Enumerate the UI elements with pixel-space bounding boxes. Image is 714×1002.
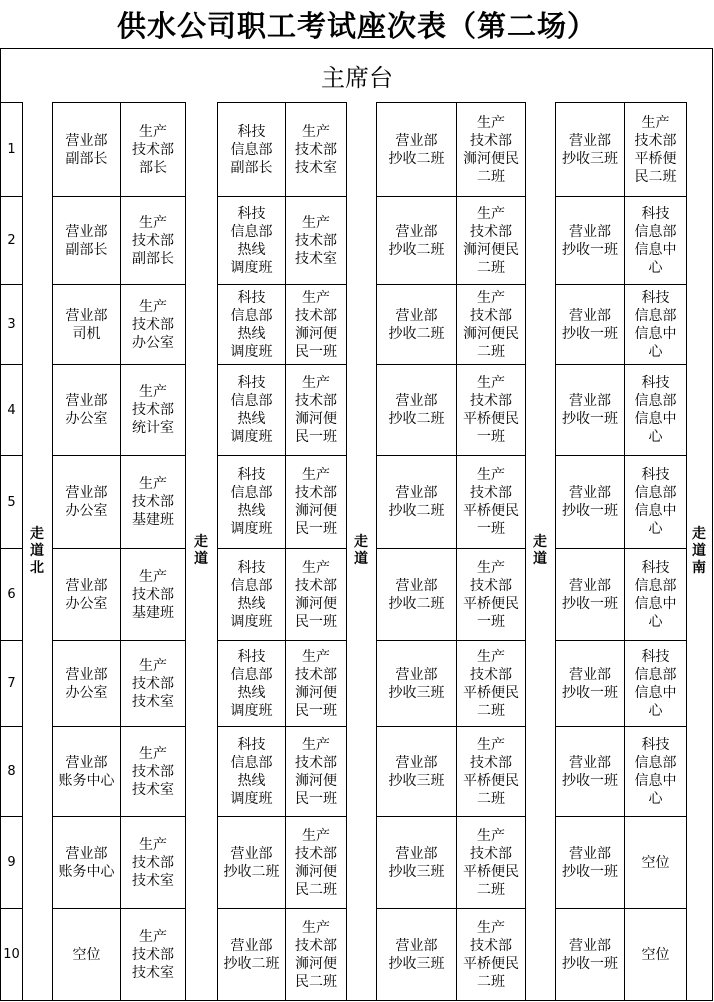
seat-cell: 营业部 副部长 <box>52 196 121 285</box>
seat-cell: 生产 技术部 平桥便民 二班 <box>456 640 526 727</box>
row-number: 6 <box>0 548 23 641</box>
seat-cell: 科技 信息部 信息中 心 <box>624 726 687 817</box>
seat-cell: 科技 信息部 信息中 心 <box>624 196 687 285</box>
aisle-middle-3: 走 道 <box>533 534 547 567</box>
aisle-middle-1: 走 道 <box>194 534 208 567</box>
seat-cell: 科技 信息部 信息中 心 <box>624 455 687 549</box>
row-number: 7 <box>0 640 23 727</box>
seat-cell: 营业部 司机 <box>52 284 121 365</box>
row-number: 8 <box>0 726 23 817</box>
seat-cell: 生产 技术部 浉河便民 二班 <box>456 102 526 197</box>
stage-label: 主席台 <box>321 63 393 92</box>
aisle-middle-2: 走 道 <box>354 534 368 567</box>
row-number: 10 <box>0 908 23 1001</box>
seat-cell: 生产 技术部 平桥便民 二班 <box>456 816 526 909</box>
seat-cell: 生产 技术部 浉河便 民一班 <box>285 548 347 641</box>
seat-cell: 科技 信息部 信息中 心 <box>624 284 687 365</box>
seat-cell: 科技 信息部 热线 调度班 <box>217 640 286 727</box>
aisle-north: 走 道 北 <box>30 525 44 576</box>
seat-cell: 营业部 办公室 <box>52 548 121 641</box>
seat-cell: 科技 信息部 热线 调度班 <box>217 455 286 549</box>
seat-cell: 生产 技术部 平桥便 民二班 <box>624 102 687 197</box>
row-number: 5 <box>0 455 23 549</box>
seat-cell: 生产 技术部 平桥便民 二班 <box>456 726 526 817</box>
seat-cell: 生产 技术部 统计室 <box>120 364 186 456</box>
seat-cell: 营业部 抄收一班 <box>555 455 625 549</box>
seat-cell: 营业部 抄收一班 <box>555 196 625 285</box>
seat-cell: 营业部 办公室 <box>52 455 121 549</box>
seat-cell: 科技 信息部 信息中 心 <box>624 640 687 727</box>
seat-cell: 生产 技术部 技术室 <box>120 816 186 909</box>
seat-cell: 营业部 抄收二班 <box>376 548 457 641</box>
seat-cell: 营业部 抄收二班 <box>376 364 457 456</box>
seat-cell: 生产 技术部 浉河便 民一班 <box>285 455 347 549</box>
seat-cell: 营业部 抄收三班 <box>376 816 457 909</box>
seat-cell: 生产 技术部 平桥便民 一班 <box>456 364 526 456</box>
seat-cell: 生产 技术部 技术室 <box>120 908 186 1001</box>
seat-cell: 生产 技术部 技术室 <box>120 726 186 817</box>
seat-cell: 生产 技术部 浉河便 民二班 <box>285 816 347 909</box>
seat-cell: 营业部 抄收一班 <box>555 548 625 641</box>
seat-cell: 营业部 抄收二班 <box>376 284 457 365</box>
seat-cell: 生产 技术部 平桥便民 二班 <box>456 908 526 1001</box>
seat-cell: 生产 技术部 副部长 <box>120 196 186 285</box>
seat-cell: 生产 技术部 办公室 <box>120 284 186 365</box>
seat-cell: 营业部 抄收一班 <box>555 640 625 727</box>
row-number: 4 <box>0 364 23 456</box>
seat-cell: 生产 技术部 浉河便民 二班 <box>456 284 526 365</box>
row-number: 1 <box>0 102 23 197</box>
aisle-south: 走 道 南 <box>692 525 706 576</box>
seat-cell: 营业部 抄收三班 <box>555 102 625 197</box>
seat-cell: 空位 <box>624 816 687 909</box>
seat-cell: 营业部 抄收二班 <box>217 908 286 1001</box>
row-number: 3 <box>0 284 23 365</box>
seat-cell: 营业部 账务中心 <box>52 816 121 909</box>
seat-cell: 营业部 抄收二班 <box>376 455 457 549</box>
seat-cell: 科技 信息部 热线 调度班 <box>217 284 286 365</box>
seat-cell: 营业部 抄收三班 <box>376 640 457 727</box>
seat-cell: 科技 信息部 热线 调度班 <box>217 726 286 817</box>
seat-cell: 生产 技术部 平桥便民 一班 <box>456 455 526 549</box>
seat-cell: 营业部 抄收一班 <box>555 364 625 456</box>
seat-cell: 营业部 抄收一班 <box>555 816 625 909</box>
seat-cell: 科技 信息部 热线 调度班 <box>217 364 286 456</box>
seat-cell: 营业部 抄收一班 <box>555 284 625 365</box>
seat-cell: 营业部 办公室 <box>52 640 121 727</box>
seat-cell: 营业部 抄收一班 <box>555 908 625 1001</box>
seat-cell: 营业部 抄收一班 <box>555 726 625 817</box>
seat-cell: 生产 技术部 部长 <box>120 102 186 197</box>
seat-cell: 生产 技术部 浉河便 民一班 <box>285 640 347 727</box>
seat-cell: 空位 <box>624 908 687 1001</box>
seat-cell: 科技 信息部 信息中 心 <box>624 364 687 456</box>
seat-cell: 科技 信息部 副部长 <box>217 102 286 197</box>
row-number: 2 <box>0 196 23 285</box>
seat-cell: 生产 技术部 技术室 <box>285 102 347 197</box>
seat-cell: 营业部 抄收二班 <box>376 196 457 285</box>
seat-cell: 生产 技术部 浉河便民 二班 <box>456 196 526 285</box>
seat-cell: 科技 信息部 热线 调度班 <box>217 548 286 641</box>
seat-cell: 生产 技术部 平桥便民 一班 <box>456 548 526 641</box>
seat-cell: 营业部 账务中心 <box>52 726 121 817</box>
seat-cell: 营业部 抄收三班 <box>376 726 457 817</box>
seat-cell: 生产 技术部 浉河便 民一班 <box>285 726 347 817</box>
seat-cell: 营业部 副部长 <box>52 102 121 197</box>
seat-cell: 生产 技术部 浉河便 民一班 <box>285 364 347 456</box>
seat-cell: 营业部 办公室 <box>52 364 121 456</box>
seat-cell: 空位 <box>52 908 121 1001</box>
page-title: 供水公司职工考试座次表（第二场） <box>116 8 597 43</box>
seat-cell: 科技 信息部 信息中 心 <box>624 548 687 641</box>
seat-cell: 营业部 抄收二班 <box>217 816 286 909</box>
row-number: 9 <box>0 816 23 909</box>
seat-cell: 科技 信息部 热线 调度班 <box>217 196 286 285</box>
seat-cell: 生产 技术部 基建班 <box>120 455 186 549</box>
seat-cell: 生产 技术部 技术室 <box>285 196 347 285</box>
seat-cell: 营业部 抄收二班 <box>376 102 457 197</box>
seat-cell: 营业部 抄收三班 <box>376 908 457 1001</box>
seat-cell: 生产 技术部 浉河便 民二班 <box>285 908 347 1001</box>
seat-cell: 生产 技术部 技术室 <box>120 640 186 727</box>
seat-cell: 生产 技术部 基建班 <box>120 548 186 641</box>
seat-cell: 生产 技术部 浉河便 民一班 <box>285 284 347 365</box>
